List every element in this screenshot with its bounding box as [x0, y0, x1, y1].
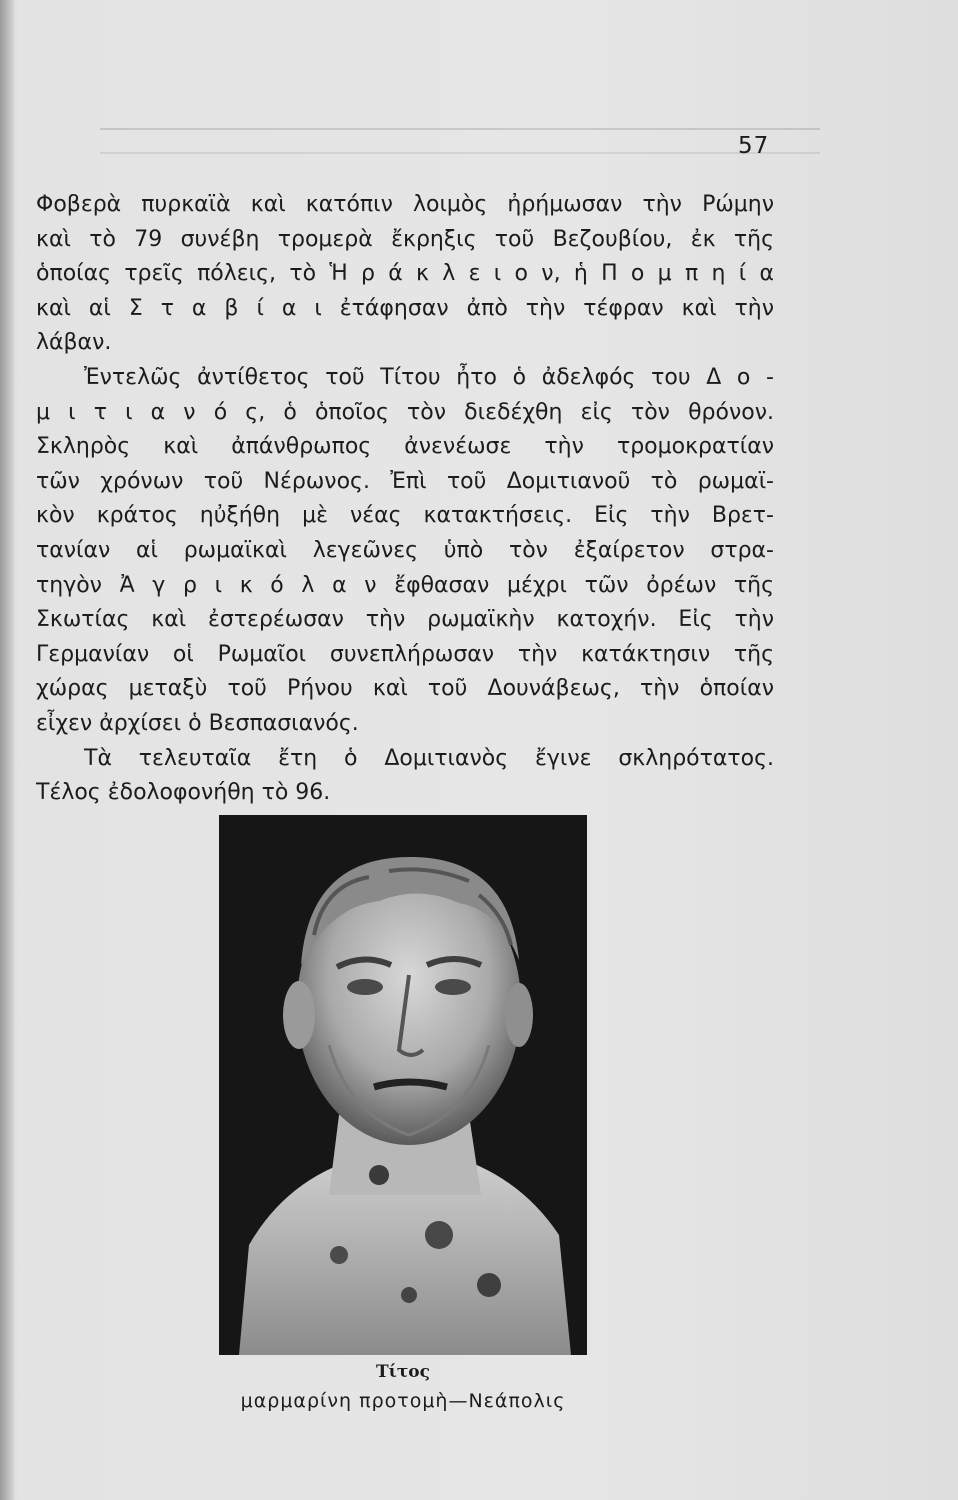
text-line: Τὰ τελευταῖα ἔτη ὁ Δομιτιανὸς ἔγινε σκληρότατος. [84, 745, 774, 771]
page-number: 57 [738, 133, 770, 159]
figure-caption-title: Τίτος [375, 1362, 430, 1382]
text-line: μ ι τ ι α ν ό ς, ὁ ὁποῖος τὸν διεδέχθη εἰς τὸν θρόνον. [36, 399, 774, 425]
text-line: Τέλος ἐδολοφονήθη τὸ 96. [36, 780, 331, 806]
show-through-ornament [100, 128, 820, 154]
text-line: εἶχεν ἀρχίσει ὁ Βεσπασιανός. [36, 710, 359, 736]
text-line: λάβαν. [36, 330, 112, 356]
figure-caption-subtitle: μαρμαρίνη προτομὴ—Νεάπολις [240, 1390, 566, 1412]
text-line: κὸν κράτος ηὐξήθη μὲ νέας κατακτήσεις. Εἰς τὴν Βρετ- [36, 503, 774, 529]
text-line: τανίαν αἱ ρωμαϊκαὶ λεγεῶνες ὑπὸ τὸν ἐξαίρετον στρα- [36, 537, 774, 563]
text-line: ὁποίας τρεῖς πόλεις, τὸ Ἡ ρ ά κ λ ε ι ο ν, ἡ Π ο μ π η ί α [36, 261, 774, 287]
text-line: Σκληρὸς καὶ ἀπάνθρωπος ἀνενέωσε τὴν τρομοκρατίαν [36, 434, 774, 460]
page-fold-shadow [0, 0, 14, 1500]
text-line: τηγὸν Ἀ γ ρ ι κ ό λ α ν ἔφθασαν μέχρι τῶν ὀρέων τῆς [36, 572, 774, 598]
text-line: Σκωτίας καὶ ἐστερέωσαν τὴν ρωμαϊκὴν κατοχήν. Εἰς τὴν [36, 607, 774, 633]
text-line: τῶν χρόνων τοῦ Νέρωνος. Ἐπὶ τοῦ Δομιτιανοῦ τὸ ρωμαϊ- [36, 468, 774, 494]
text-line: Γερμανίαν οἱ Ρωμαῖοι συνεπλήρωσαν τὴν κατάκτησιν τῆς [36, 641, 774, 667]
body-text [36, 188, 774, 811]
text-line: Ἐντελῶς ἀντίθετος τοῦ Τίτου ἦτο ὁ ἀδελφός του Δ ο - [84, 364, 774, 390]
text-line: καὶ τὸ 79 συνέβη τρομερὰ ἔκρηξις τοῦ Βεζουβίου, ἐκ τῆς [36, 226, 774, 252]
bust-photograph [219, 815, 587, 1355]
text-line: καὶ αἱ Σ τ α β ί α ι ἐτάφησαν ἀπὸ τὴν τέφραν καὶ τὴν [36, 295, 774, 321]
text-line: Φοβερὰ πυρκαϊὰ καὶ κατόπιν λοιμὸς ἠρήμωσαν τὴν Ρώμην [36, 192, 774, 217]
text-line: χώρας μεταξὺ τοῦ Ρήνου καὶ τοῦ Δουνάβεως, τὴν ὁποίαν [36, 676, 774, 702]
bust-illustration [219, 815, 587, 1355]
